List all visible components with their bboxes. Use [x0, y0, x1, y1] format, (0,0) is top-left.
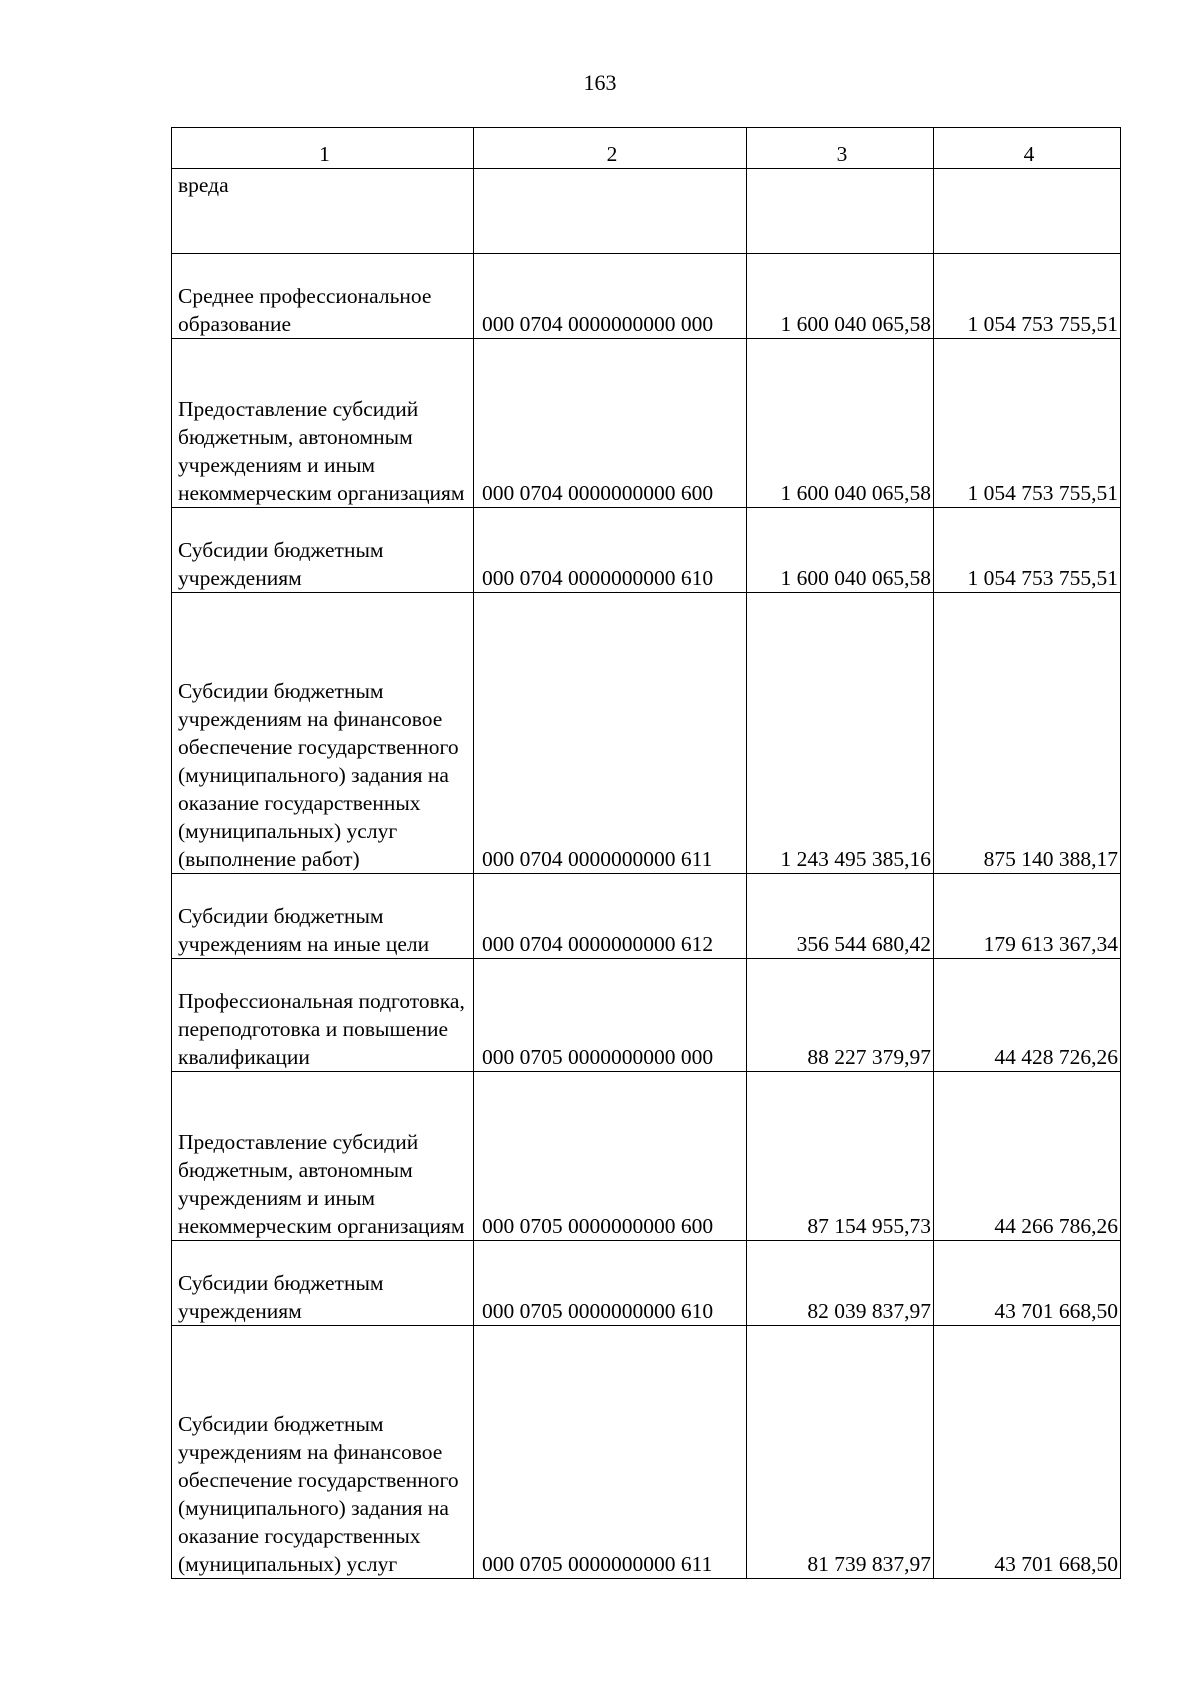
- table-row: [172, 169, 1121, 254]
- row-col4-cell: 1 054 753 755,51: [934, 254, 1121, 339]
- row-col3-cell: 1 600 040 065,58: [747, 508, 934, 593]
- row-col3-cell: 356 544 680,42: [747, 874, 934, 959]
- header-col-3: 3: [747, 128, 934, 169]
- row-name: Субсидии бюджетным учреждениям на финансовое обеспечение государственного (муниципального) задания на оказание государственных (муниципальных) услуг (выполнение работ): [178, 679, 459, 871]
- table-row: [172, 959, 1121, 1072]
- row-code-cell: 000 0705 0000000000 600: [474, 1072, 747, 1241]
- table-body: [172, 169, 1121, 1579]
- table-row: [172, 874, 1121, 959]
- row-name: Предоставление субсидий бюджетным, автономным учреждениям и иным некоммерческим организациям: [178, 397, 465, 505]
- row-col3-cell: 82 039 837,97: [747, 1241, 934, 1326]
- row-name: Субсидии бюджетным учреждениям на финансовое обеспечение государственного (муниципального) задания на оказание государственных (муниципальных) услуг: [178, 1412, 459, 1576]
- page-number: 163: [583, 70, 617, 95]
- table-row: [172, 339, 1121, 508]
- row-code-cell: 000 0704 0000000000 610: [474, 508, 747, 593]
- table-row: [172, 1241, 1121, 1326]
- row-name-cell: [172, 169, 474, 254]
- row-col3-cell: 1 600 040 065,58: [747, 254, 934, 339]
- row-name: Субсидии бюджетным учреждениям: [178, 538, 384, 590]
- table-header: [172, 128, 1121, 169]
- row-col4-cell: 44 428 726,26: [934, 959, 1121, 1072]
- header-col-4: 4: [934, 128, 1121, 169]
- header-col-1: 1: [172, 128, 474, 169]
- row-name: Субсидии бюджетным учреждениям на иные цели: [178, 904, 430, 956]
- row-col4-cell: [934, 169, 1121, 254]
- row-code-cell: 000 0705 0000000000 611: [474, 1326, 747, 1579]
- row-col3-cell: 81 739 837,97: [747, 1326, 934, 1579]
- row-col4-cell: 1 054 753 755,51: [934, 508, 1121, 593]
- row-name-cell: [172, 339, 474, 508]
- row-code-cell: 000 0704 0000000000 611: [474, 593, 747, 874]
- table-row: [172, 1072, 1121, 1241]
- row-col4-cell: 44 266 786,26: [934, 1072, 1121, 1241]
- row-name: Предоставление субсидий бюджетным, автономным учреждениям и иным некоммерческим организациям: [178, 1130, 465, 1238]
- row-name-cell: [172, 1241, 474, 1326]
- row-col3-cell: 1 600 040 065,58: [747, 339, 934, 508]
- row-col3-cell: 1 243 495 385,16: [747, 593, 934, 874]
- header-col-2: 2: [474, 128, 747, 169]
- row-name: Субсидии бюджетным учреждениям: [178, 1271, 384, 1323]
- row-name-cell: [172, 874, 474, 959]
- row-col3-cell: 88 227 379,97: [747, 959, 934, 1072]
- header-row: [172, 128, 1121, 169]
- row-code-cell: 000 0705 0000000000 000: [474, 959, 747, 1072]
- row-col4-cell: 1 054 753 755,51: [934, 339, 1121, 508]
- row-name-cell: [172, 254, 474, 339]
- row-name: Профессиональная подготовка, переподготовка и повышение квалификации: [178, 989, 465, 1069]
- row-name-cell: [172, 959, 474, 1072]
- row-code-cell: 000 0705 0000000000 610: [474, 1241, 747, 1326]
- row-col3-cell: 87 154 955,73: [747, 1072, 934, 1241]
- row-code-cell: [474, 169, 747, 254]
- budget-table: [171, 127, 1121, 1579]
- table-row: [172, 508, 1121, 593]
- row-col4-cell: 179 613 367,34: [934, 874, 1121, 959]
- table-row: [172, 254, 1121, 339]
- row-col3-cell: [747, 169, 934, 254]
- row-name-cell: [172, 1326, 474, 1579]
- row-code-cell: 000 0704 0000000000 612: [474, 874, 747, 959]
- row-code-cell: 000 0704 0000000000 600: [474, 339, 747, 508]
- row-name-cell: [172, 1072, 474, 1241]
- row-code-cell: 000 0704 0000000000 000: [474, 254, 747, 339]
- row-name: вреда: [178, 173, 229, 197]
- table-row: [172, 1326, 1121, 1579]
- row-col4-cell: 43 701 668,50: [934, 1241, 1121, 1326]
- row-name-cell: [172, 508, 474, 593]
- row-name-cell: [172, 593, 474, 874]
- table-row: [172, 593, 1121, 874]
- row-name: Среднее профессиональное образование: [178, 284, 432, 336]
- row-col4-cell: 875 140 388,17: [934, 593, 1121, 874]
- row-col4-cell: 43 701 668,50: [934, 1326, 1121, 1579]
